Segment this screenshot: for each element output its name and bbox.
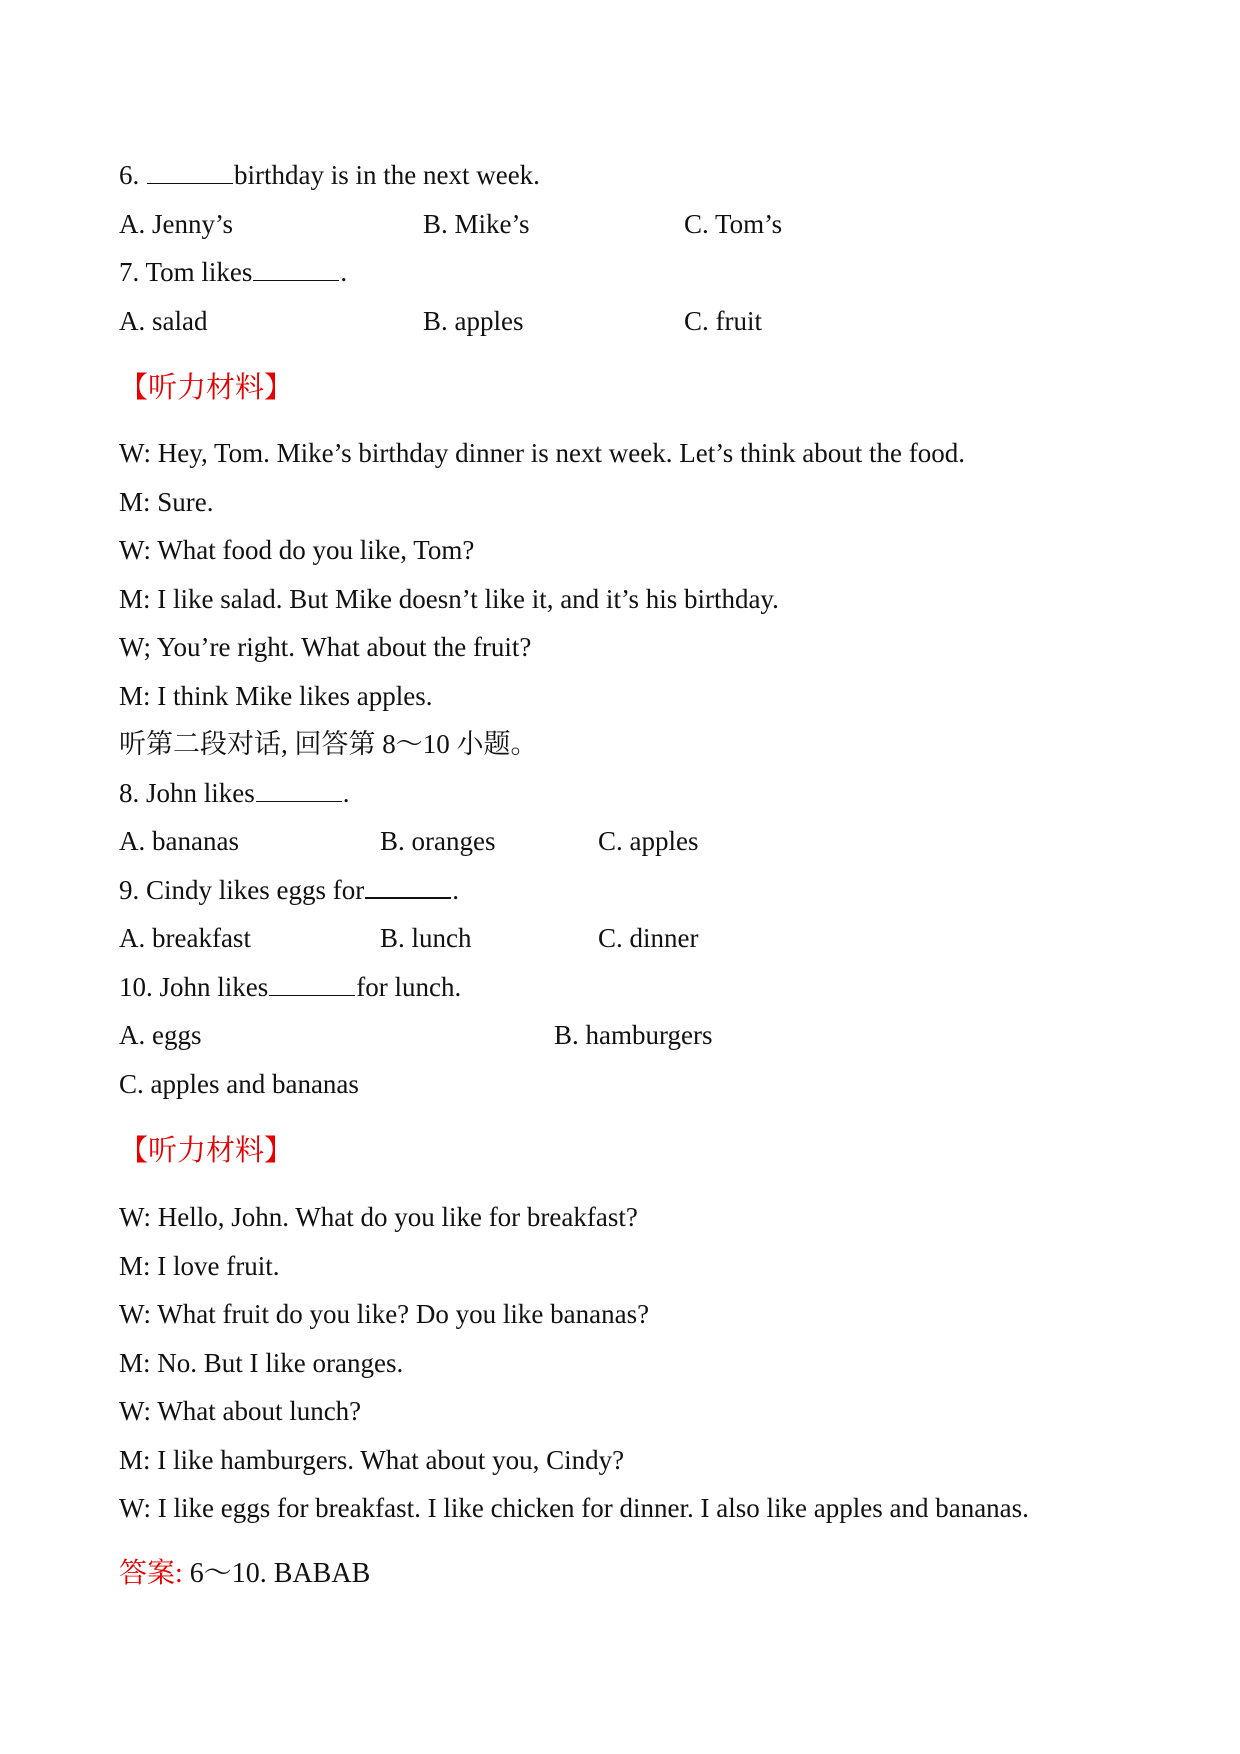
question-text: birthday is in the next week. [234,160,540,190]
question-suffix: . [342,778,350,808]
option-a: A. salad [119,306,208,336]
option-b: B. apples [423,306,524,336]
dialogue-line: W; You’re right. What about the fruit? [119,632,532,662]
option-a: A. Jenny’s [119,209,233,239]
option-a: A. eggs [119,1020,202,1050]
option-b: B. Mike’s [423,209,530,239]
question-suffix: . [340,257,348,287]
answer-value: 6～10. BABAB [182,1558,371,1589]
question-text: 9. Cindy likes eggs for [119,875,365,905]
answer-blank [253,258,339,281]
option-b: B. hamburgers [554,1020,713,1050]
dialogue-line: W: What about lunch? [119,1396,362,1426]
question-suffix: for lunch. [356,972,462,1002]
answer-blank [256,779,342,802]
question-number: 6. [119,160,140,190]
question-suffix: . [452,875,459,905]
dialogue-line: W: I like eggs for breakfast. I like chicken for dinner. I also like apples and bananas. [119,1493,1029,1523]
question-text: 7. Tom likes [119,257,253,287]
answer-blank [269,973,355,996]
option-c: C. fruit [684,306,762,336]
question-8 [119,776,350,810]
question-10 [119,970,461,1004]
answer-blank [147,161,233,184]
dialogue-line: M: No. But I like oranges. [119,1348,404,1378]
question-9 [119,873,459,907]
listening-material-heading: 【听力材料】 [119,372,294,404]
option-c: C. apples [598,826,699,856]
dialogue-line: W: What fruit do you like? Do you like bananas? [119,1299,650,1329]
dialogue-line: M: I love fruit. [119,1251,280,1281]
dialogue-line: W: Hey, Tom. Mike’s birthday dinner is next week. Let’s think about the food. [119,438,965,468]
dialogue-line: W: Hello, John. What do you like for breakfast? [119,1202,638,1232]
option-c: C. Tom’s [684,209,783,239]
question-text: 8. John likes [119,778,255,808]
dialogue-line: M: I think Mike likes apples. [119,681,433,711]
question-6 [119,158,540,192]
listening-material-heading: 【听力材料】 [119,1135,294,1167]
dialogue-line: M: Sure. [119,487,214,517]
option-c: C. dinner [598,923,699,953]
answer-blank [365,875,451,899]
question-text: 10. John likes [119,972,269,1002]
dialogue-line: M: I like salad. But Mike doesn’t like it, and it’s his birthday. [119,584,779,614]
option-b: B. oranges [380,826,496,856]
dialogue-line: M: I like hamburgers. What about you, Cindy? [119,1445,625,1475]
question-7 [119,255,347,289]
answer-label: 答案: [119,1558,183,1589]
option-b: B. lunch [380,923,472,953]
section-instruction: 听第二段对话, 回答第 8～10 小题。 [119,729,538,759]
option-a: A. breakfast [119,923,251,953]
dialogue-line: W: What food do you like, Tom? [119,535,475,565]
option-a: A. bananas [119,826,239,856]
option-c: C. apples and bananas [119,1069,359,1099]
answer-key [119,1557,370,1591]
